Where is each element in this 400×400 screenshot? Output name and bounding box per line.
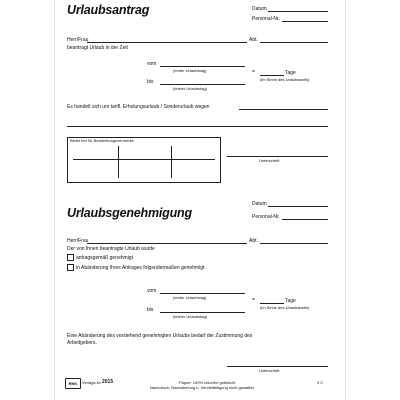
- form1-name-field[interactable]: [87, 42, 247, 43]
- form2-unterschrift-label: Unterschrift: [259, 368, 280, 373]
- form1-unterschrift-label: Unterschrift: [259, 158, 280, 163]
- form2-letzter-urlaubstag-hint: (letzter Urlaubstag): [173, 313, 208, 319]
- form1-tage-hint: (im Sinne des Urlaubstarifs): [260, 77, 310, 82]
- form1-datum-field[interactable]: [268, 11, 328, 12]
- bearbeitungs-grid-v2: [171, 146, 172, 178]
- form1-vom-label: vom: [147, 61, 157, 67]
- bearbeitungs-grid-v1: [118, 146, 119, 178]
- form2-name-field[interactable]: [87, 243, 247, 244]
- form1-erster-urlaubstag-hint: (erster Urlaubstag): [173, 67, 207, 73]
- form2-datum-field[interactable]: [268, 206, 328, 207]
- form2-bis-label: bis: [147, 307, 154, 313]
- form2-datum-label: Datum: [252, 201, 267, 207]
- form1-abt-field[interactable]: [260, 42, 328, 43]
- form1-grund-field-1[interactable]: [239, 109, 328, 110]
- form2-tage-label: Tage: [285, 298, 296, 304]
- form1-letzter-urlaubstag-hint: (letzter Urlaubstag): [173, 85, 208, 91]
- form2-unterschrift-field[interactable]: [227, 366, 328, 367]
- form1-tage-field[interactable]: [260, 75, 284, 76]
- papier-note: Papier: 100% chlorfrei gebleicht: [179, 380, 236, 385]
- form-code: 9 C: [317, 380, 324, 385]
- option-abaenderung-label: in Abänderung Ihres Antrages folgendermaßen genehmigt: [76, 264, 205, 271]
- verlags-nr-label: Verlags-Nr.: [82, 380, 102, 385]
- bearbeitungsvermerke-box[interactable]: [67, 137, 221, 183]
- form2-tage-field[interactable]: [260, 303, 284, 304]
- form1-grund-text: Es handelt sich um tarifl. Erholungsurlaub / Sonderurlaub wegen: [67, 104, 210, 110]
- form-sheet: [55, 0, 345, 400]
- form1-tage-label: Tage: [285, 70, 296, 76]
- form2-title: Urlaubsgenehmigung: [67, 206, 192, 220]
- form1-personal-nr-label: Personal-Nr.: [252, 16, 280, 22]
- form1-eq-sign: =: [252, 69, 255, 75]
- bearbeitungsvermerke-label: Bleibt frei für Bearbeitungsvermerke: [70, 138, 134, 143]
- form2-eq-sign: =: [252, 297, 255, 303]
- form1-personal-nr-field[interactable]: [282, 21, 328, 22]
- form2-personal-nr-label: Personal-Nr.: [252, 214, 280, 220]
- form1-unterschrift-field[interactable]: [227, 156, 328, 157]
- form2-abt-field[interactable]: [260, 243, 328, 244]
- form1-abt-label: Abt.: [249, 37, 258, 43]
- form2-herr-frau-label: Herr/Frau: [67, 238, 89, 244]
- form1-datum-label: Datum: [252, 6, 267, 12]
- form1-beantragt-text: beantragt Urlaub in der Zeit: [67, 45, 128, 51]
- form1-title: Urlaubsantrag: [67, 3, 150, 17]
- option-abaenderung-checkbox[interactable]: [67, 264, 74, 271]
- form1-grund-field-2[interactable]: [67, 126, 328, 127]
- form2-erster-urlaubstag-hint: (erster Urlaubstag): [173, 294, 207, 300]
- form2-abt-label: Abt.: [249, 238, 258, 244]
- form2-tage-hint: (im Sinne des Urlaubstarifs): [260, 305, 310, 310]
- form2-abaenderung-text-2: Arbeitgebers.: [67, 340, 97, 346]
- form1-bis-label: bis: [147, 79, 154, 85]
- bearbeitungs-grid-h: [73, 159, 215, 160]
- nachdruck-note: Nachdruck, Nachahmung u. Vervielfältigung nicht gestattet: [150, 385, 254, 390]
- form2-personal-nr-field[interactable]: [282, 219, 328, 220]
- option-antragsgemaess-checkbox[interactable]: [67, 254, 74, 261]
- form2-vom-label: vom: [147, 288, 157, 294]
- verlags-nr-value: 2015: [102, 379, 114, 385]
- form2-von-ihnen-text: Der von Ihnen beantragte Urlaub wurde: [67, 246, 155, 252]
- form2-abaenderung-text-1: Eine Abänderung des vorstehend genehmigten Urlaubs bedarf der Zustimmung des: [67, 333, 253, 339]
- form1-herr-frau-label: Herr/Frau: [67, 37, 89, 43]
- publisher-logo: RNK: [65, 378, 81, 389]
- option-antragsgemaess-label: antragsgemäß genehmigt: [76, 254, 133, 261]
